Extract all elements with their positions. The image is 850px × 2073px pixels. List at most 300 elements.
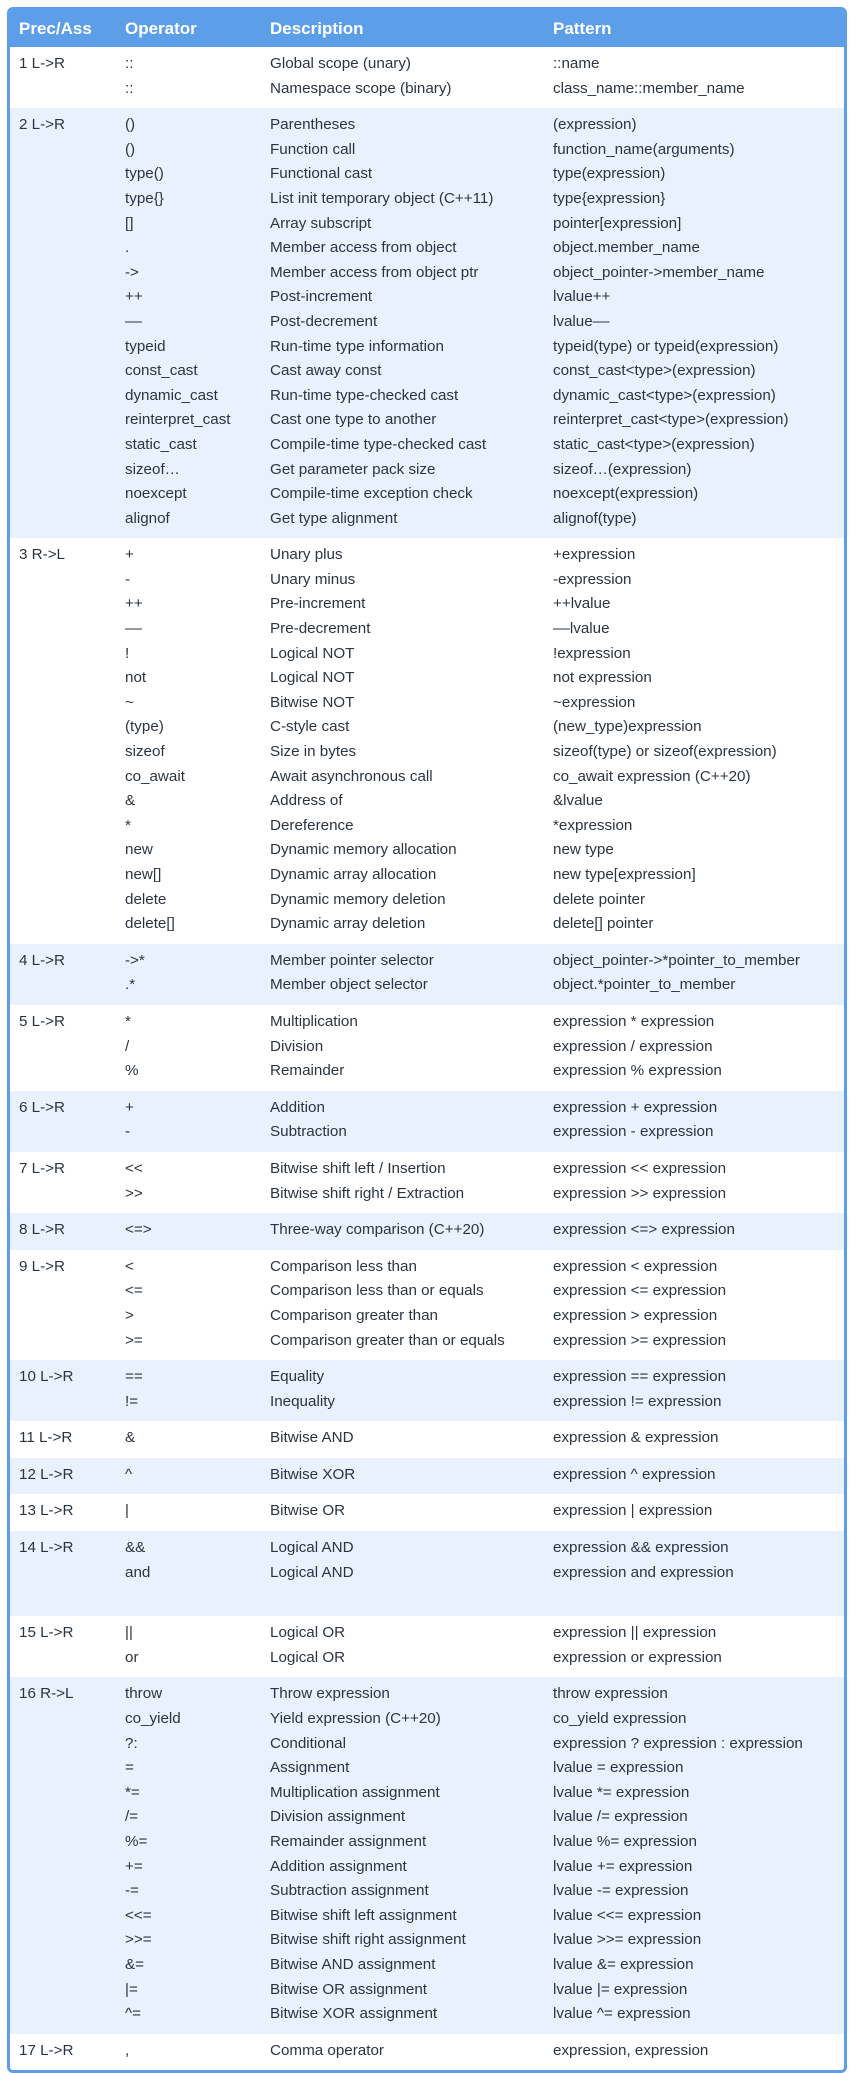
pattern-text: reinterpret_cast<type>(expression) [553, 411, 789, 429]
operator-text: *= [125, 1783, 140, 1801]
description-cell [261, 1421, 544, 1458]
description-text: Logical NOT [270, 644, 355, 662]
precedence-label: 9 L->R [19, 1257, 66, 1275]
precedence-label: 3 R->L [19, 546, 66, 564]
precedence-label: 17 L->R [19, 2041, 74, 2059]
operator-text: sizeof… [125, 460, 180, 478]
pattern-text: ~expression [553, 693, 636, 711]
pattern-text: expression > expression [553, 1306, 718, 1324]
description-text: Inequality [270, 1392, 336, 1410]
operator-cell [116, 47, 261, 108]
description-text: Cast one type to another [270, 411, 437, 429]
description-cell [261, 47, 544, 108]
operator-text: noexcept [125, 485, 187, 503]
operator-text: / [125, 1037, 130, 1055]
pattern-text: expression or expression [553, 1648, 722, 1666]
operator-text: alignof [125, 509, 170, 527]
precedence-label: 11 L->R [19, 1429, 73, 1447]
pattern-cell [544, 1250, 844, 1360]
operator-text: static_cast [125, 435, 197, 453]
precedence-group [10, 1677, 844, 2033]
operator-text: * [125, 1012, 131, 1030]
operator-text: delete [125, 890, 167, 908]
description-text: Addition [270, 1098, 325, 1116]
operator-text: <=> [125, 1221, 152, 1239]
pattern-text: const_cast<type>(expression) [553, 362, 756, 380]
operator-text: %= [125, 1833, 148, 1850]
precedence-cell [10, 1005, 116, 1091]
precedence-group [10, 1360, 844, 1421]
description-text: Cast away const [270, 362, 382, 380]
description-cell [261, 1616, 544, 1677]
pattern-cell [544, 1421, 844, 1458]
operator-cell [116, 1494, 261, 1531]
table-row [10, 108, 844, 538]
operator-cell [116, 1531, 261, 1616]
operator-text: const_cast [125, 362, 198, 380]
pattern-text: ––lvalue [553, 620, 610, 638]
operator-cell [116, 1091, 261, 1152]
operator-cell [116, 2034, 261, 2071]
operator-text: <= [125, 1282, 143, 1300]
precedence-cell [10, 47, 116, 108]
pattern-text: expression >> expression [553, 1184, 727, 1202]
pattern-text: new type[expression] [553, 866, 696, 883]
precedence-cell [10, 1213, 116, 1250]
description-text: Bitwise NOT [270, 693, 355, 711]
description-text: Dynamic memory deletion [270, 890, 446, 908]
pattern-text: !expression [553, 644, 631, 662]
operator-text: not [125, 669, 147, 687]
description-text: Logical AND [270, 1563, 354, 1581]
operator-text: –– [125, 312, 142, 330]
pattern-cell [544, 108, 844, 538]
table-row [10, 1213, 844, 1250]
description-text: Comparison greater than or equals [270, 1331, 505, 1349]
pattern-text: lvalue -= expression [553, 1882, 689, 1900]
description-text: Member object selector [270, 976, 428, 994]
description-cell [261, 1458, 544, 1495]
operator-text: ^ [125, 1465, 133, 1483]
operator-text: ++ [125, 288, 143, 306]
precedence-group [10, 1421, 844, 1458]
operator-text: &= [125, 1955, 144, 1973]
operator-text: * [125, 816, 131, 834]
pattern-text: typeid(type) or typeid(expression) [553, 337, 779, 355]
operator-text: ^= [125, 2005, 141, 2023]
description-text: Dereference [270, 816, 354, 834]
description-cell [261, 1360, 544, 1421]
operator-text: >> [125, 1184, 143, 1202]
pattern-text: lvalue >>= expression [553, 1931, 702, 1949]
pattern-text: expression / expression [553, 1037, 713, 1055]
table-row [10, 944, 844, 1005]
precedence-label: 4 L->R [19, 951, 66, 969]
pattern-text: object.*pointer_to_member [553, 976, 736, 994]
description-text: Addition assignment [270, 1857, 407, 1875]
operator-cell [116, 1458, 261, 1495]
precedence-label: 14 L->R [19, 1539, 74, 1557]
pattern-text: lvalue /= expression [553, 1808, 688, 1826]
pattern-text: expression || expression [553, 1624, 717, 1642]
description-text: Comma operator [270, 2041, 384, 2059]
table-row [10, 2034, 844, 2071]
operator-cell [116, 1250, 261, 1360]
pattern-text: lvalue %= expression [553, 1833, 697, 1850]
pattern-text: alignof(type) [553, 509, 637, 527]
operator-text: = [125, 1759, 134, 1777]
description-text: Member pointer selector [270, 951, 434, 969]
operator-text: throw [125, 1685, 163, 1703]
table-row [10, 1091, 844, 1152]
pattern-text: expression - expression [553, 1123, 714, 1141]
operator-text: && [125, 1539, 146, 1557]
operator-cell [116, 538, 261, 944]
precedence-group [10, 1494, 844, 1531]
description-text: Post-increment [270, 288, 373, 306]
pattern-text: lvalue <<= expression [553, 1906, 702, 1924]
operator-precedence-table-container [7, 7, 847, 2073]
operator-cell [116, 1421, 261, 1458]
table-row [10, 1005, 844, 1091]
precedence-group [10, 538, 844, 944]
precedence-group [10, 1616, 844, 1677]
pattern-cell [544, 1360, 844, 1421]
pattern-text: expression % expression [553, 1062, 722, 1080]
pattern-text: lvalue &= expression [553, 1955, 694, 1973]
pattern-text: expression * expression [553, 1012, 715, 1030]
operator-text: [] [125, 214, 134, 232]
operator-text: ++ [125, 595, 143, 613]
precedence-label: 1 L->R [19, 55, 66, 72]
operator-text: ->* [125, 951, 145, 969]
precedence-label: 10 L->R [19, 1368, 74, 1386]
pattern-cell [544, 1091, 844, 1152]
description-text: Comparison less than [270, 1257, 417, 1275]
header-description: Description [261, 10, 544, 47]
precedence-label: 5 L->R [19, 1012, 66, 1030]
description-text: Logical NOT [270, 669, 355, 687]
description-text: Equality [270, 1368, 325, 1386]
operator-text: (type) [125, 718, 164, 736]
pattern-text: not expression [553, 669, 652, 687]
description-text: Namespace scope (binary) [270, 79, 452, 97]
operator-text: , [125, 2041, 130, 2059]
description-text: Dynamic array deletion [270, 915, 426, 933]
precedence-group [10, 1250, 844, 1360]
description-cell [261, 1091, 544, 1152]
description-cell [261, 538, 544, 944]
operator-text: co_await [125, 767, 185, 785]
pattern-text: type(expression) [553, 165, 666, 183]
table-row [10, 1616, 844, 1677]
operator-text: ?: [125, 1734, 138, 1752]
precedence-cell [10, 1250, 116, 1360]
pattern-text: type{expression} [553, 189, 666, 207]
description-text: Bitwise shift left / Insertion [270, 1159, 446, 1177]
description-text: Member access from object ptr [270, 263, 479, 281]
description-text: Bitwise XOR assignment [270, 2005, 438, 2023]
precedence-group [10, 47, 844, 108]
precedence-group [10, 1213, 844, 1250]
description-cell [261, 1494, 544, 1531]
precedence-cell [10, 1421, 116, 1458]
description-text: Run-time type-checked cast [270, 386, 459, 404]
description-text: Run-time type information [270, 337, 444, 355]
pattern-cell [544, 944, 844, 1005]
description-text: Post-decrement [270, 312, 378, 330]
pattern-text: lvalue += expression [553, 1857, 693, 1875]
pattern-text: +expression [553, 546, 636, 564]
description-text: Bitwise shift left assignment [270, 1906, 457, 1924]
pattern-text: delete pointer [553, 890, 646, 908]
pattern-cell [544, 1152, 844, 1213]
pattern-text: lvalue *= expression [553, 1783, 690, 1801]
precedence-cell [10, 2034, 116, 2071]
description-text: Dynamic memory allocation [270, 841, 457, 859]
pattern-text: pointer[expression] [553, 214, 682, 232]
group-spacer [553, 1585, 844, 1609]
description-text: Assignment [270, 1759, 350, 1777]
precedence-label: 7 L->R [19, 1159, 66, 1177]
precedence-cell [10, 1616, 116, 1677]
pattern-text: co_yield expression [553, 1710, 687, 1728]
precedence-group [10, 1152, 844, 1213]
description-cell [261, 1005, 544, 1091]
description-text: Comparison greater than [270, 1306, 438, 1324]
description-cell [261, 1213, 544, 1250]
description-text: Size in bytes [270, 743, 357, 761]
operator-text: dynamic_cast [125, 386, 218, 404]
precedence-cell [10, 1494, 116, 1531]
pattern-text: static_cast<type>(expression) [553, 435, 755, 453]
table-row [10, 1677, 844, 2033]
description-text: Logical OR [270, 1624, 346, 1642]
description-cell [261, 108, 544, 538]
operator-text: delete[] [125, 915, 175, 933]
description-text: Subtraction [270, 1123, 347, 1141]
pattern-text: expression ^ expression [553, 1465, 716, 1483]
pattern-text: *expression [553, 816, 633, 834]
pattern-cell [544, 1531, 844, 1616]
pattern-text: lvalue = expression [553, 1759, 684, 1777]
operator-text: /= [125, 1808, 139, 1826]
precedence-label: 12 L->R [19, 1465, 74, 1483]
precedence-cell [10, 1458, 116, 1495]
description-text: Bitwise AND assignment [270, 1955, 436, 1973]
description-text: Unary plus [270, 546, 343, 564]
precedence-cell [10, 1531, 116, 1616]
operator-text: () [125, 116, 136, 134]
pattern-text: expression | expression [553, 1502, 713, 1520]
description-text: Throw expression [270, 1685, 390, 1703]
operator-text: –– [125, 620, 142, 638]
description-text: Pre-decrement [270, 620, 371, 638]
operator-cell [116, 944, 261, 1005]
operator-text: ! [125, 644, 130, 662]
description-text: Logical AND [270, 1539, 354, 1557]
description-text: Division assignment [270, 1808, 406, 1826]
precedence-cell [10, 538, 116, 944]
table-row [10, 47, 844, 108]
description-text: Bitwise XOR [270, 1465, 356, 1483]
precedence-group [10, 944, 844, 1005]
operator-text: += [125, 1857, 143, 1875]
operator-text: new[] [125, 866, 162, 883]
operator-cell [116, 1616, 261, 1677]
pattern-text: expression & expression [553, 1429, 719, 1447]
description-text: Bitwise OR [270, 1502, 346, 1520]
header-operator: Operator [116, 10, 261, 47]
precedence-label: 16 R->L [19, 1685, 74, 1703]
operator-text: || [125, 1624, 133, 1642]
pattern-text: lvalue |= expression [553, 1980, 688, 1998]
table-row [10, 1494, 844, 1531]
pattern-text: delete[] pointer [553, 915, 654, 933]
description-text: Bitwise shift right / Extraction [270, 1184, 465, 1202]
description-cell [261, 1250, 544, 1360]
operator-text: :: [125, 79, 134, 97]
table-row [10, 1531, 844, 1616]
precedence-cell [10, 1677, 116, 2033]
pattern-text: object.member_name [553, 239, 700, 257]
pattern-text: expression != expression [553, 1392, 722, 1410]
pattern-text: expression == expression [553, 1368, 727, 1386]
pattern-text: lvalue–– [553, 312, 610, 330]
precedence-label: 8 L->R [19, 1221, 66, 1239]
description-text: Multiplication [270, 1012, 358, 1030]
pattern-text: class_name::member_name [553, 79, 745, 97]
description-text: Remainder [270, 1062, 345, 1080]
operator-text: type{} [125, 189, 164, 207]
description-text: Member access from object [270, 239, 457, 257]
precedence-group [10, 2034, 844, 2071]
pattern-text: lvalue++ [553, 288, 611, 306]
description-cell [261, 2034, 544, 2071]
precedence-label: 15 L->R [19, 1624, 74, 1642]
pattern-text: object_pointer->member_name [553, 263, 765, 281]
description-text: Dynamic array allocation [270, 866, 437, 883]
operator-cell [116, 1213, 261, 1250]
precedence-group [10, 1531, 844, 1616]
pattern-text: expression, expression [553, 2041, 709, 2059]
description-text: Function call [270, 140, 356, 158]
pattern-text: noexcept(expression) [553, 485, 699, 503]
table-row [10, 538, 844, 944]
table-header-row [10, 10, 844, 47]
operator-text: and [125, 1563, 151, 1581]
operator-text: <<= [125, 1906, 152, 1924]
pattern-text: expression < expression [553, 1257, 718, 1275]
description-text: Bitwise AND [270, 1429, 354, 1447]
pattern-cell [544, 538, 844, 944]
operator-text: + [125, 1098, 134, 1116]
precedence-cell [10, 1360, 116, 1421]
description-text: Three-way comparison (C++20) [270, 1221, 485, 1239]
description-text: Address of [270, 792, 343, 810]
pattern-cell [544, 47, 844, 108]
pattern-text: expression <= expression [553, 1282, 727, 1300]
operator-text: < [125, 1257, 134, 1275]
operator-text: - [125, 1123, 131, 1141]
precedence-cell [10, 1152, 116, 1213]
pattern-cell [544, 1494, 844, 1531]
operator-text: type() [125, 165, 164, 183]
description-text: Yield expression (C++20) [270, 1710, 441, 1728]
operator-cell [116, 1005, 261, 1091]
pattern-text: ++lvalue [553, 595, 611, 613]
pattern-text: expression and expression [553, 1563, 734, 1581]
pattern-text: new type [553, 841, 614, 859]
precedence-cell [10, 108, 116, 538]
operator-text: >= [125, 1331, 143, 1349]
operator-text: & [125, 792, 136, 810]
description-text: C-style cast [270, 718, 350, 736]
pattern-text: (expression) [553, 116, 637, 134]
table-row [10, 1250, 844, 1360]
description-text: Compile-time type-checked cast [270, 435, 487, 453]
operator-text: - [125, 570, 131, 588]
precedence-group [10, 108, 844, 538]
pattern-cell [544, 1213, 844, 1250]
header-pattern: Pattern [544, 10, 844, 47]
description-text: Bitwise OR assignment [270, 1980, 427, 1998]
pattern-cell [544, 1616, 844, 1677]
pattern-text: object_pointer->*pointer_to_member [553, 951, 800, 969]
operator-text: ~ [125, 693, 134, 711]
pattern-cell [544, 1458, 844, 1495]
precedence-group [10, 1005, 844, 1091]
description-text: Await asynchronous call [270, 767, 433, 785]
description-text: Unary minus [270, 570, 356, 588]
pattern-text: co_await expression (C++20) [553, 767, 751, 785]
operator-text: % [125, 1062, 139, 1080]
precedence-group [10, 1458, 844, 1495]
pattern-text: function_name(arguments) [553, 140, 735, 158]
operator-text: . [125, 239, 130, 257]
operator-text: or [125, 1648, 139, 1666]
description-text: Array subscript [270, 214, 372, 232]
operator-text: reinterpret_cast [125, 411, 231, 429]
description-text: Compile-time exception check [270, 485, 473, 503]
pattern-text: expression >= expression [553, 1331, 727, 1349]
operator-text: sizeof [125, 743, 165, 761]
description-text: Parentheses [270, 116, 356, 134]
table-row [10, 1152, 844, 1213]
precedence-cell [10, 1091, 116, 1152]
operator-text: () [125, 140, 136, 158]
description-text: Functional cast [270, 165, 373, 183]
table-row [10, 1421, 844, 1458]
description-text: Division [270, 1037, 324, 1055]
operator-text: :: [125, 55, 134, 72]
description-text: Pre-increment [270, 595, 366, 613]
description-text: Conditional [270, 1734, 346, 1752]
pattern-text: ::name [553, 55, 600, 72]
pattern-text: (new_type)expression [553, 718, 702, 736]
description-text: Subtraction assignment [270, 1882, 429, 1900]
description-text: Get type alignment [270, 509, 398, 527]
description-text: Multiplication assignment [270, 1783, 440, 1801]
group-spacer [270, 1585, 544, 1609]
table-row [10, 1458, 844, 1495]
operator-text: new [125, 841, 153, 859]
operator-text: > [125, 1306, 134, 1324]
operator-cell [116, 1152, 261, 1213]
pattern-text: expression <=> expression [553, 1221, 735, 1239]
description-text: Bitwise shift right assignment [270, 1931, 466, 1949]
description-text: List init temporary object (C++11) [270, 189, 494, 207]
